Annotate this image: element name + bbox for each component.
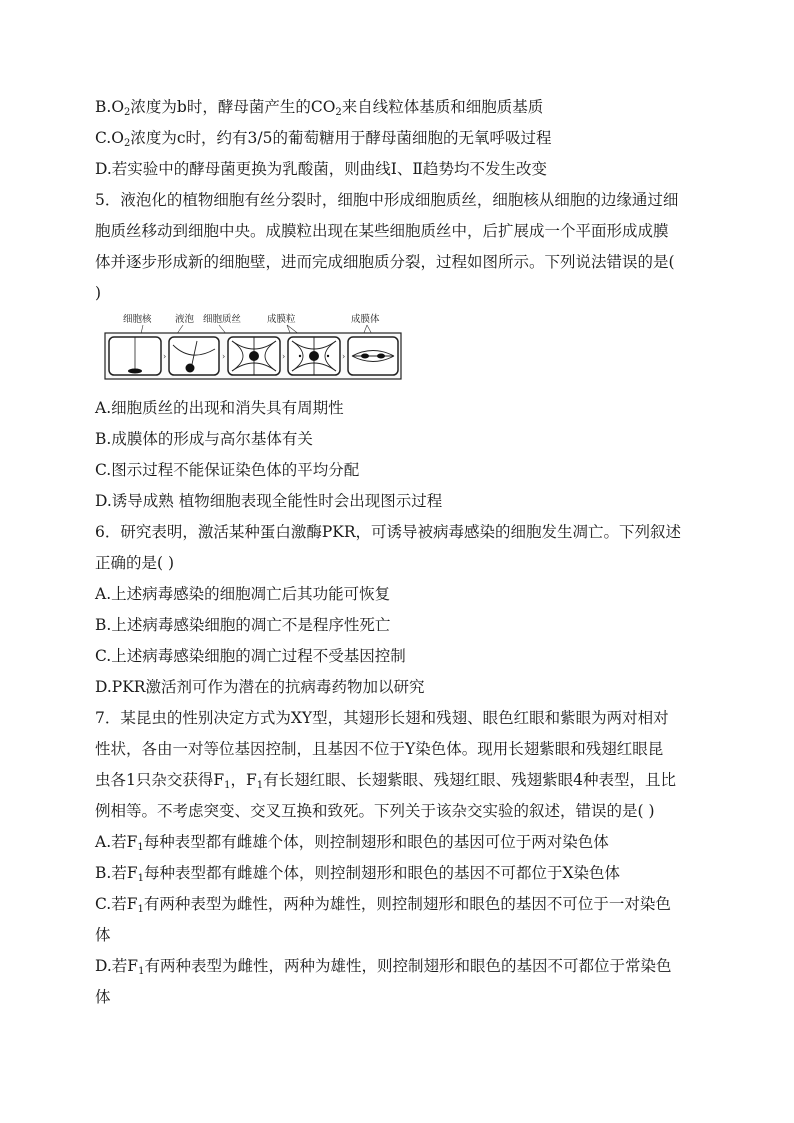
cell-stage-5 xyxy=(348,337,398,375)
q6-option-c: C.上述病毒感染细胞的凋亡过程不受基因控制 xyxy=(95,647,406,665)
q6-option-d: D.PKR激活剂可作为潜在的抗病毒药物加以研究 xyxy=(95,678,425,696)
svg-text:›: › xyxy=(222,352,226,361)
q4-option-b: $B.O_2$浓度为b时，酵母菌产生的$CO_2$来自线粒体基质和细胞质基质 xyxy=(95,98,544,118)
label-vacuole: 液泡 xyxy=(175,314,195,325)
q7-stem-line-3: 虫各1只杂交获得$F_1$，$F_1$有长翅红眼、长翅紫眼、残翅红眼、残翅紫眼4种表型，且比 xyxy=(95,771,677,791)
cell-stage-4 xyxy=(288,337,340,375)
svg-text:›: › xyxy=(342,352,346,361)
svg-text:›: › xyxy=(282,352,286,361)
q5-stem-line-2: 胞质丝移动到细胞中央。成膜粒出现在某些细胞质丝中，后扩展成一个平面形成成膜 xyxy=(95,222,669,240)
q7-stem-line-4: 例相等。不考虑突变、交叉互换和致死。下列关于该杂交实验的叙述，错误的是( ) xyxy=(95,802,655,820)
label-cytoplasmic-strands: 细胞质丝 xyxy=(203,314,242,325)
q4-option-d: D.若实验中的酵母菌更换为乳酸菌，则曲线Ⅰ、Ⅱ趋势均不发生改变 xyxy=(95,160,547,178)
svg-text:›: › xyxy=(163,352,167,361)
q5-option-c: C.图示过程不能保证染色体的平均分配 xyxy=(95,461,360,479)
cell-stage-1 xyxy=(109,337,161,375)
q6-stem-line-2: 正确的是( ) xyxy=(95,554,175,572)
q5-option-b: B.成膜体的形成与高尔基体有关 xyxy=(95,430,313,448)
q7-option-c-line-2: 体 xyxy=(95,926,111,944)
label-phragmosome-granule: 成膜粒 xyxy=(267,314,296,325)
q4-option-c: $C.O_2$浓度为c时，约有3/5的葡萄糖用于酵母菌细胞的无氧呼吸过程 xyxy=(95,129,552,149)
q7-option-a: A.若$F_1$每种表型都有雌雄个体，则控制翅形和眼色的基因可位于两对染色体 xyxy=(95,833,609,853)
q7-option-c-line-1: C.若$F_1$有两种表型为雌性，两种为雄性，则控制翅形和眼色的基因不可位于一对染色 xyxy=(95,895,671,915)
q7-option-b: B.若$F_1$每种表型都有雌雄个体，则控制翅形和眼色的基因不可都位于X染色体 xyxy=(95,864,620,884)
q6-option-b: B.上述病毒感染细胞的凋亡不是程序性死亡 xyxy=(95,616,391,634)
q5-option-a: A.细胞质丝的出现和消失具有周期性 xyxy=(95,399,344,417)
q5-option-d: D.诱导成熟 植物细胞表现全能性时会出现图示过程 xyxy=(95,492,443,510)
q7-option-d-line-1: D.若$F_1$有两种表型为雌性，两种为雄性，则控制翅形和眼色的基因不可都位于常染色 xyxy=(95,957,672,977)
q7-stem-line-1: 7．某昆虫的性别决定方式为XY型，其翅形长翅和残翅、眼色红眼和紫眼为两对相对 xyxy=(95,709,669,727)
cell-stage-3 xyxy=(228,337,280,375)
label-phragmoplast: 成膜体 xyxy=(351,314,380,325)
q5-stem-line-4: ) xyxy=(95,284,102,302)
q6-option-a: A.上述病毒感染的细胞凋亡后其功能可恢复 xyxy=(95,585,391,603)
cell-division-figure xyxy=(95,311,405,389)
q7-stem-line-2: 性状，各由一对等位基因控制，且基因不位于Y染色体。现用长翅紫眼和残翅红眼昆 xyxy=(95,740,664,758)
q7-option-d-line-2: 体 xyxy=(95,988,111,1006)
q6-stem-line-1: 6．研究表明，激活某种蛋白激酶PKR，可诱导被病毒感染的细胞发生凋亡。下列叙述 xyxy=(95,523,682,541)
q5-stem-line-1: 5．液泡化的植物细胞有丝分裂时，细胞中形成细胞质丝，细胞核从细胞的边缘通过细 xyxy=(95,191,679,209)
q5-stem-line-3: 体并逐步形成新的细胞壁，进而完成细胞质分裂，过程如图所示。下列说法错误的是( xyxy=(95,253,675,271)
cell-stage-2 xyxy=(169,337,219,375)
label-nucleus: 细胞核 xyxy=(123,314,152,325)
